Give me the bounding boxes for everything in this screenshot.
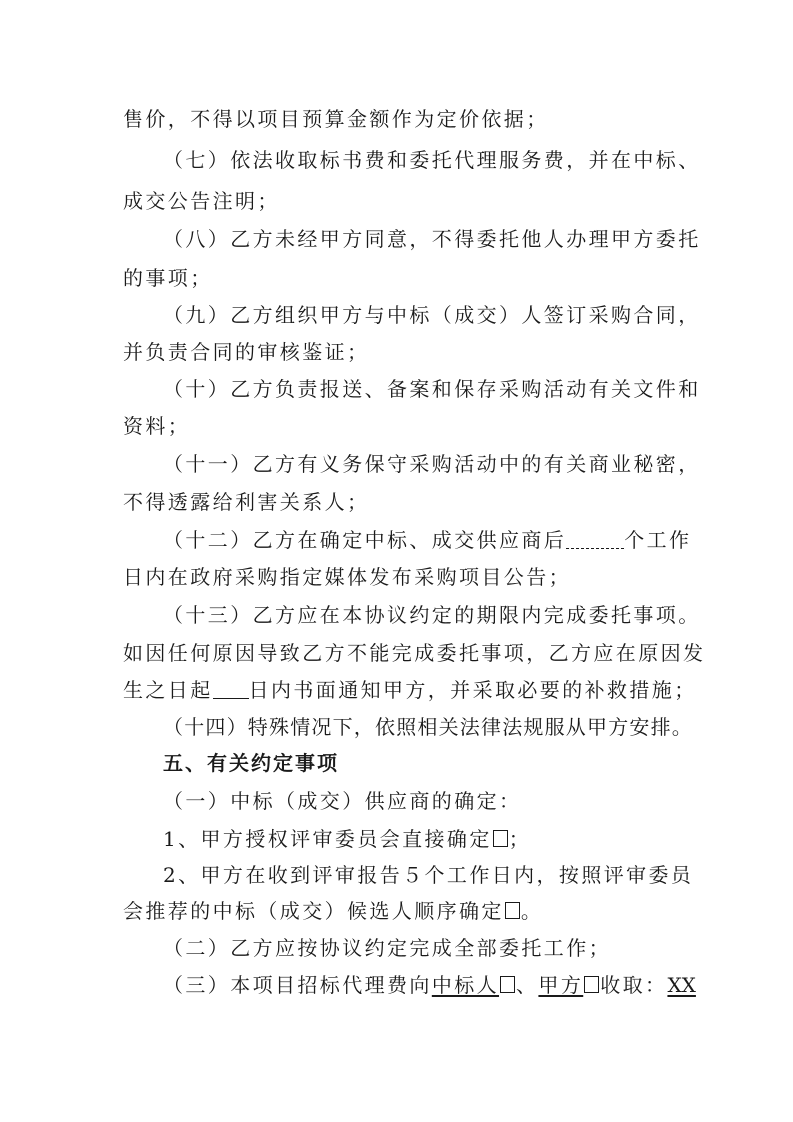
item-13-text: 生之日起 (123, 678, 213, 702)
fee-option-party-a-label: 甲方 (538, 973, 584, 997)
checkbox-option-1[interactable] (493, 830, 508, 847)
text-line-item-11: （十一）乙方有义务保守采购活动中的有关商业秘密， (163, 452, 701, 476)
fee-text: （三）本项目招标代理费向 (163, 973, 432, 997)
fee-separator: 、 (516, 973, 539, 997)
text-line: 售价，不得以项目预算金额作为定价依据； (123, 107, 549, 131)
fee-amount: XX (667, 973, 696, 997)
item-12-text: （十二）乙方在确定中标、成交供应商后 (163, 528, 567, 552)
option-line-2: 2、甲方在收到评审报告５个工作日内，按照评审委员 (163, 863, 694, 887)
option-2-end: 。 (520, 899, 544, 923)
option-line-2-cont (123, 898, 683, 924)
item-13-text-end: 日内书面通知甲方，并采取必要的补救措施； (248, 678, 697, 702)
text-line-5-2: （二）乙方应按协议约定完成全部委托工作； (163, 936, 611, 960)
text-line-item-8: （八）乙方未经甲方同意，不得委托他人办理甲方委托 (163, 227, 701, 251)
text-line (123, 677, 697, 703)
text-line-item-9: （九）乙方组织甲方与中标（成交）人签订采购合同， (163, 303, 701, 327)
text-line-item-7: （七）依法收取标书费和委托代理服务费，并在中标、 (163, 148, 701, 172)
text-line-5-1: （一）中标（成交）供应商的确定： (163, 789, 522, 813)
text-line: 如因任何原因导致乙方不能完成委托事项，乙方应在原因发 (123, 641, 706, 665)
option-1-end: ； (508, 827, 532, 851)
blank-notify-days-field[interactable] (213, 678, 249, 699)
text-line-5-3 (163, 972, 723, 998)
option-2-text: 会推荐的中标（成交）候选人顺序确定 (123, 899, 504, 923)
fee-text-end: 收取： (600, 973, 668, 997)
section-heading: 五、有关约定事项 (163, 751, 339, 775)
text-line-item-10: （十）乙方负责报送、备案和保存采购活动有关文件和 (163, 377, 701, 401)
text-line: 资料； (123, 414, 191, 438)
text-line: 成交公告注明； (123, 189, 280, 213)
text-line: 不得透露给利害关系人； (123, 490, 370, 514)
checkbox-fee-winner[interactable] (500, 976, 515, 993)
blank-days-field[interactable] (566, 528, 624, 549)
option-line-1 (163, 826, 723, 852)
option-1-text: 1、甲方授权评审委员会直接确定 (163, 827, 492, 851)
checkbox-fee-party-a[interactable] (584, 976, 599, 993)
text-line-item-14: （十四）特殊情况下，依照相关法律法规服从甲方安排。 (163, 715, 693, 739)
checkbox-option-2[interactable] (505, 902, 520, 919)
text-line: 并负责合同的审核鉴证； (123, 340, 370, 364)
text-line-item-12 (163, 527, 723, 553)
text-line: 日内在政府采购指定媒体发布采购项目公告； (123, 565, 571, 589)
text-line: 的事项； (123, 266, 213, 290)
text-line-item-13: （十三）乙方应在本协议约定的期限内完成委托事项。 (163, 603, 701, 627)
fee-option-winner-label: 中标人 (431, 973, 500, 997)
item-12-text-end: 个工作 (624, 528, 692, 552)
